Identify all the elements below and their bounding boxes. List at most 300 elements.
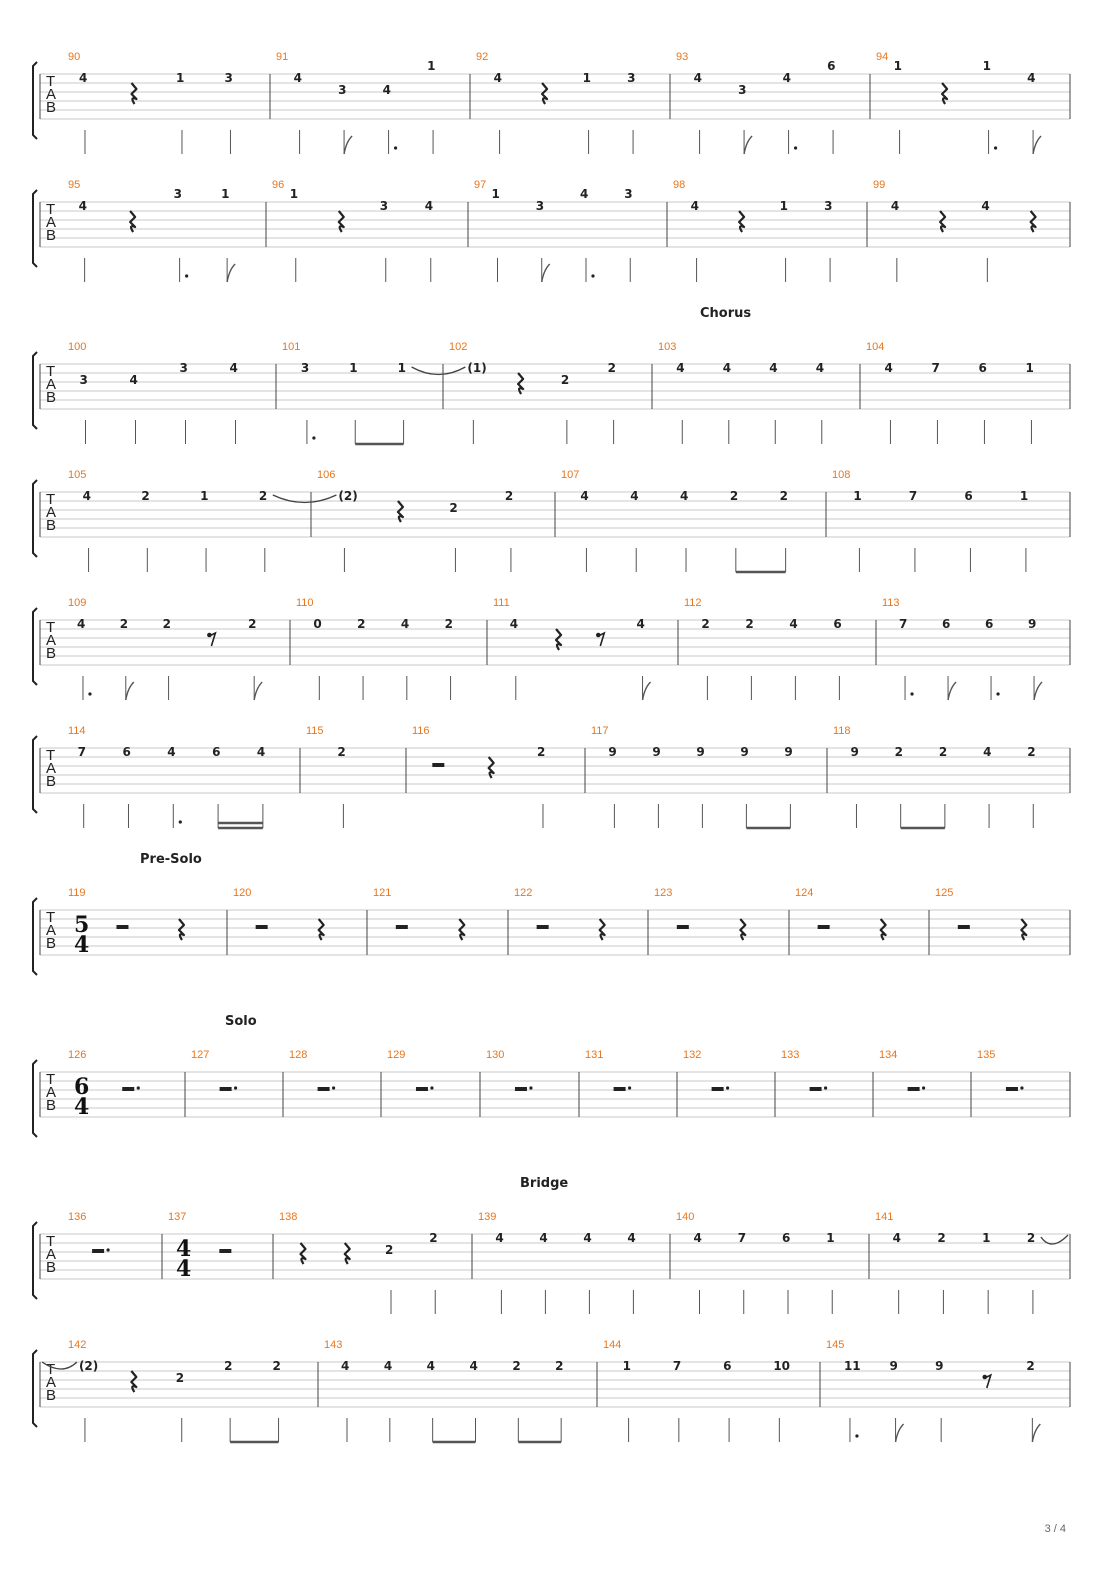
fret-number: 1 <box>349 361 358 375</box>
fret-number: 3 <box>338 83 347 97</box>
system-bracket <box>33 898 37 975</box>
measure-number: 108 <box>832 469 851 481</box>
fret-number: 4 <box>627 1231 636 1245</box>
fret-number: 2 <box>729 489 739 503</box>
tab-clef-letter: B <box>46 1097 57 1114</box>
tab-clef-letter: B <box>46 1387 57 1404</box>
measure-number: 124 <box>795 887 814 899</box>
fret-number: 6 <box>942 617 951 631</box>
measure <box>873 179 1036 282</box>
system-bracket <box>33 1060 37 1137</box>
fret-number: 1 <box>427 59 436 73</box>
fret-number: 4 <box>340 1359 350 1373</box>
fret-number: 3 <box>535 199 545 213</box>
measure <box>826 1339 1040 1442</box>
half-rest-icon <box>116 925 128 929</box>
fret-number: 2 <box>248 617 257 631</box>
fret-number: 9 <box>696 745 705 759</box>
measure <box>233 887 324 940</box>
fret-number: 2 <box>384 1243 394 1257</box>
fret-number: 4 <box>815 361 825 375</box>
fret-number: 2 <box>937 1231 946 1245</box>
fret-number: 6 <box>985 617 994 631</box>
measure-number: 116 <box>412 725 430 737</box>
fret-number: (2) <box>338 489 358 503</box>
measure <box>276 51 435 154</box>
measure-number: 125 <box>935 887 954 899</box>
system-bracket <box>33 352 37 429</box>
measure-number: 90 <box>68 51 81 63</box>
dotted-half-rest-icon <box>810 1087 822 1091</box>
measure-number: 144 <box>603 1339 622 1351</box>
dotted-note-dot <box>185 274 188 277</box>
tab-system <box>33 1176 1070 1314</box>
fret-number: 1 <box>289 187 299 201</box>
tab-clef-letter: B <box>46 227 57 244</box>
fret-number: 4 <box>722 361 732 375</box>
fret-number: 4 <box>884 361 893 375</box>
fret-number: 4 <box>76 617 86 631</box>
rest-dot <box>332 1086 335 1089</box>
measure <box>875 1211 1068 1314</box>
dotted-note-dot <box>996 692 999 695</box>
fret-number: 9 <box>850 745 859 759</box>
fret-number: 4 <box>509 617 519 631</box>
tab-system <box>33 179 1070 282</box>
measure-number: 126 <box>68 1049 87 1061</box>
dotted-note-dot <box>312 436 315 439</box>
fret-number: 2 <box>119 617 129 631</box>
fret-number: 7 <box>737 1231 747 1245</box>
measure-number: 133 <box>781 1049 800 1061</box>
fret-number: 4 <box>580 489 589 503</box>
dotted-note-dot <box>179 820 182 823</box>
fret-number: 2 <box>745 617 754 631</box>
fret-number: 7 <box>908 489 918 503</box>
fret-number: 1 <box>491 187 500 201</box>
fret-number: 7 <box>931 361 940 375</box>
measure-number: 107 <box>561 469 580 481</box>
fret-number: 2 <box>337 745 346 759</box>
fret-number: (1) <box>467 361 487 375</box>
measure-number: 115 <box>306 725 324 737</box>
tab-system <box>33 597 1070 700</box>
rest-dot <box>529 1086 532 1089</box>
measure-number: 91 <box>276 51 289 63</box>
measure <box>387 1049 434 1091</box>
measure <box>68 597 262 700</box>
fret-number: 4 <box>293 71 302 85</box>
fret-number: 4 <box>229 361 238 375</box>
measure-number: 119 <box>68 887 86 899</box>
fret-number: 2 <box>449 501 458 515</box>
tab-clef-letter: A <box>46 632 57 649</box>
dotted-note-dot <box>394 146 397 149</box>
measure-number: 121 <box>373 887 392 899</box>
measure <box>273 469 513 572</box>
fret-number: 1 <box>982 1231 991 1245</box>
measure-number: 120 <box>233 887 252 899</box>
fret-number: 4 <box>983 745 992 759</box>
fret-number: 7 <box>672 1359 682 1373</box>
measure <box>676 1211 835 1314</box>
eighth-flag <box>1034 682 1042 700</box>
measure-number: 129 <box>387 1049 406 1061</box>
dotted-half-rest-icon <box>712 1087 724 1091</box>
fret-number: 4 <box>495 1231 504 1245</box>
dotted-note-dot <box>910 692 913 695</box>
fret-number: 4 <box>636 617 645 631</box>
tab-clef-letter: A <box>46 1374 57 1391</box>
fret-number: 4 <box>892 1231 902 1245</box>
measure <box>654 887 745 940</box>
measure <box>412 725 545 828</box>
fret-number: 9 <box>889 1359 898 1373</box>
half-rest-icon <box>432 763 444 767</box>
half-rest-icon <box>219 1249 231 1253</box>
measure <box>412 341 616 444</box>
measure <box>585 1049 631 1091</box>
fret-number: 4 <box>82 489 91 503</box>
measure <box>658 341 824 444</box>
rest-dot <box>726 1086 729 1089</box>
fret-number: 6 <box>212 745 221 759</box>
measure-number: 142 <box>68 1339 87 1351</box>
tab-clef-letter: B <box>46 935 57 952</box>
tab-clef-letter: T <box>46 491 56 508</box>
fret-number: 2 <box>779 489 788 503</box>
measure-number: 131 <box>585 1049 604 1061</box>
measure <box>474 179 633 282</box>
measure <box>476 51 635 154</box>
section-label: Solo <box>225 1014 257 1029</box>
fret-number: 2 <box>141 489 150 503</box>
dotted-note-dot <box>591 274 594 277</box>
rest-dot <box>430 1086 433 1089</box>
fret-number: 6 <box>964 489 973 503</box>
tab-clef-letter: T <box>46 73 56 90</box>
fret-number: 9 <box>1028 617 1037 631</box>
fret-number: 2 <box>607 361 616 375</box>
fret-number: 4 <box>789 617 798 631</box>
tab-clef-letter: T <box>46 747 56 764</box>
fret-number: 4 <box>382 83 391 97</box>
fret-number: 3 <box>624 187 633 201</box>
tab-clef-letter: T <box>46 619 56 636</box>
measure-number: 96 <box>272 179 285 191</box>
tab-clef-letter: A <box>46 214 57 231</box>
tab-clef-letter: T <box>46 1233 56 1250</box>
measure-number: 110 <box>296 597 314 609</box>
fret-number: 4 <box>690 199 699 213</box>
fret-number: 3 <box>300 361 310 375</box>
fret-number: 1 <box>622 1359 631 1373</box>
tab-clef-letter: A <box>46 504 57 521</box>
fret-number: 6 <box>833 617 842 631</box>
time-signature-bottom: 4 <box>176 1256 192 1282</box>
measure-number: 113 <box>882 597 900 609</box>
fret-number: 4 <box>693 71 702 85</box>
measure <box>306 725 346 828</box>
fret-number: 4 <box>129 373 138 387</box>
measure-number: 136 <box>68 1211 87 1223</box>
tab-clef-letter: B <box>46 517 57 534</box>
fret-number: 4 <box>680 489 689 503</box>
measure <box>866 341 1034 444</box>
measure-number: 122 <box>514 887 533 899</box>
measure <box>603 1339 790 1442</box>
measure <box>68 1049 140 1120</box>
fret-number: 9 <box>935 1359 944 1373</box>
fret-number: 1 <box>582 71 591 85</box>
half-rest-icon <box>677 925 689 929</box>
tab-clef-letter: B <box>46 773 57 790</box>
measure-number: 105 <box>68 469 87 481</box>
fret-number: 2 <box>1027 745 1036 759</box>
measure <box>879 1049 925 1091</box>
time-signature-top: 4 <box>176 1236 192 1262</box>
fret-number: 4 <box>78 71 88 85</box>
rest-dot <box>1020 1086 1023 1089</box>
measure-number: 99 <box>873 179 886 191</box>
fret-number: 4 <box>539 1231 548 1245</box>
rest-dot <box>628 1086 631 1089</box>
measure-number: 103 <box>658 341 677 353</box>
rest-dot <box>234 1086 237 1089</box>
fret-number: 1 <box>1025 361 1034 375</box>
measure-number: 109 <box>68 597 87 609</box>
measure <box>296 597 453 700</box>
measure <box>684 597 842 700</box>
rest-dot <box>137 1086 140 1089</box>
measure <box>493 597 651 700</box>
fret-number: 2 <box>504 489 514 503</box>
measure-number: 114 <box>68 725 86 737</box>
measure-number: 138 <box>279 1211 298 1223</box>
fret-number: 6 <box>827 59 836 73</box>
system-bracket <box>33 190 37 267</box>
measure-number: 112 <box>684 597 702 609</box>
eighth-flag <box>1033 136 1041 154</box>
measure <box>795 887 886 940</box>
measure <box>68 341 238 444</box>
fret-number: 1 <box>175 71 185 85</box>
measure <box>514 887 605 940</box>
measure-number: 118 <box>833 725 851 737</box>
fret-number: 4 <box>400 617 410 631</box>
tab-clef-letter: T <box>46 201 56 218</box>
fret-number: 3 <box>379 199 389 213</box>
fret-number: 2 <box>701 617 710 631</box>
fret-number: 2 <box>272 1359 281 1373</box>
eighth-rest-icon <box>985 1375 991 1388</box>
measure <box>781 1049 827 1091</box>
tab-clef-letter: T <box>46 1361 56 1378</box>
tab-clef-letter: B <box>46 389 57 406</box>
fret-number: 2 <box>560 373 570 387</box>
measure <box>977 1049 1024 1091</box>
fret-number: 2 <box>162 617 171 631</box>
system-bracket <box>33 62 37 139</box>
dotted-note-dot <box>994 146 997 149</box>
dotted-note-dot <box>88 692 91 695</box>
section-label: Bridge <box>520 1176 569 1191</box>
measure-number: 93 <box>676 51 689 63</box>
fret-number: 6 <box>978 361 987 375</box>
fret-number: 4 <box>424 199 434 213</box>
fret-number: 3 <box>627 71 636 85</box>
fret-number: 9 <box>608 745 617 759</box>
measure-number: 97 <box>474 179 487 191</box>
measure <box>478 1211 636 1314</box>
measure-number: 139 <box>478 1211 497 1223</box>
fret-number: 3 <box>824 199 833 213</box>
time-signature-top: 6 <box>74 1074 90 1100</box>
measure <box>68 1211 110 1253</box>
fret-number: 9 <box>740 745 749 759</box>
half-rest-icon <box>818 925 830 929</box>
fret-number: 3 <box>224 71 233 85</box>
fret-number: 3 <box>179 361 188 375</box>
system-bracket <box>33 1350 37 1427</box>
fret-number: 1 <box>200 489 209 503</box>
measure <box>68 725 265 828</box>
fret-number: 4 <box>493 71 502 85</box>
eighth-flag <box>542 264 550 282</box>
time-signature-top: 5 <box>74 912 90 938</box>
eighth-flag <box>344 136 352 154</box>
tab-system <box>33 725 1070 828</box>
dotted-half-rest-icon <box>515 1087 527 1091</box>
measure-number: 98 <box>673 179 686 191</box>
fret-number: 4 <box>782 71 791 85</box>
measure-number: 104 <box>866 341 885 353</box>
fret-number: (2) <box>78 1359 99 1373</box>
fret-number: 0 <box>313 617 322 631</box>
fret-number: 2 <box>258 489 268 503</box>
measure <box>673 179 832 282</box>
fret-number: 6 <box>122 745 131 759</box>
dotted-half-rest-icon <box>614 1087 626 1091</box>
fret-number: 2 <box>894 745 904 759</box>
fret-number: 3 <box>173 187 182 201</box>
dotted-half-rest-icon <box>122 1087 134 1091</box>
measure <box>289 1049 335 1091</box>
measure-number: 130 <box>486 1049 505 1061</box>
measure <box>324 1339 564 1442</box>
time-signature-bottom: 4 <box>74 932 90 958</box>
fret-number: 4 <box>78 199 87 213</box>
fret-number: 2 <box>536 745 546 759</box>
fret-number: 4 <box>693 1231 702 1245</box>
dotted-half-rest-icon <box>416 1087 428 1091</box>
tab-clef-letter: B <box>46 1259 57 1276</box>
dotted-half-rest-icon <box>220 1087 232 1091</box>
tab-clef-letter: A <box>46 1246 57 1263</box>
dotted-half-rest-icon <box>908 1087 920 1091</box>
fret-number: 2 <box>175 1371 185 1385</box>
tab-system <box>33 469 1070 572</box>
eighth-flag <box>1032 1424 1040 1442</box>
dotted-half-rest-icon <box>92 1249 104 1253</box>
tab-system <box>33 51 1070 154</box>
measure-number: 123 <box>654 887 673 899</box>
section-label: Pre-Solo <box>140 852 202 867</box>
tab-clef-letter: T <box>46 1071 56 1088</box>
fret-number: 6 <box>781 1231 791 1245</box>
tab-system <box>33 1339 1070 1442</box>
measure-number: 106 <box>317 469 336 481</box>
half-rest-icon <box>256 925 268 929</box>
measure <box>272 179 433 282</box>
fret-number: 4 <box>256 745 266 759</box>
tab-clef-letter: B <box>46 645 57 662</box>
fret-number: 7 <box>77 745 87 759</box>
fret-number: 1 <box>982 59 991 73</box>
measure-number: 102 <box>449 341 468 353</box>
fret-number: 2 <box>357 617 366 631</box>
measure <box>683 1049 729 1091</box>
fret-number: 4 <box>469 1359 478 1373</box>
measure-number: 143 <box>324 1339 343 1351</box>
tab-clef-letter: A <box>46 760 57 777</box>
measure <box>935 887 1026 940</box>
tab-system <box>33 1014 1070 1137</box>
fret-number: 4 <box>583 1231 592 1245</box>
fret-number: 2 <box>444 617 453 631</box>
system-bracket <box>33 480 37 557</box>
measure <box>833 725 1036 828</box>
tab-clef-letter: T <box>46 363 56 380</box>
measure <box>561 469 788 572</box>
tab-clef-letter: A <box>46 922 57 939</box>
tab-system <box>33 306 1070 444</box>
measure-number: 100 <box>68 341 87 353</box>
eighth-flag <box>744 136 752 154</box>
time-signature-bottom: 4 <box>74 1094 90 1120</box>
fret-number: 4 <box>676 361 685 375</box>
measure-number: 140 <box>676 1211 695 1223</box>
measure-number: 141 <box>875 1211 894 1223</box>
fret-number: 10 <box>773 1359 791 1373</box>
measure-number: 135 <box>977 1049 996 1061</box>
fret-number: 1 <box>853 489 862 503</box>
eighth-flag <box>948 682 956 700</box>
measure <box>373 887 464 940</box>
tab-clef-letter: A <box>46 376 57 393</box>
fret-number: 4 <box>579 187 589 201</box>
tab-clef-letter: A <box>46 86 57 103</box>
fret-number: 4 <box>890 199 900 213</box>
measure-number: 132 <box>683 1049 702 1061</box>
measure-number: 128 <box>289 1049 308 1061</box>
tab-clef-letter: A <box>46 1084 57 1101</box>
measure <box>68 51 233 154</box>
fret-number: 1 <box>221 187 230 201</box>
fret-number: 2 <box>429 1231 438 1245</box>
half-rest-icon <box>396 925 408 929</box>
page-number: 3 / 4 <box>1044 1523 1066 1535</box>
eighth-flag <box>254 682 262 700</box>
measure <box>882 597 1042 700</box>
fret-number: 9 <box>652 745 661 759</box>
fret-number: 11 <box>843 1359 861 1373</box>
tab-clef-letter: T <box>46 909 56 926</box>
measure <box>279 1211 438 1314</box>
fret-number: 2 <box>512 1359 521 1373</box>
fret-number: 6 <box>723 1359 732 1373</box>
eighth-flag <box>896 1424 904 1442</box>
